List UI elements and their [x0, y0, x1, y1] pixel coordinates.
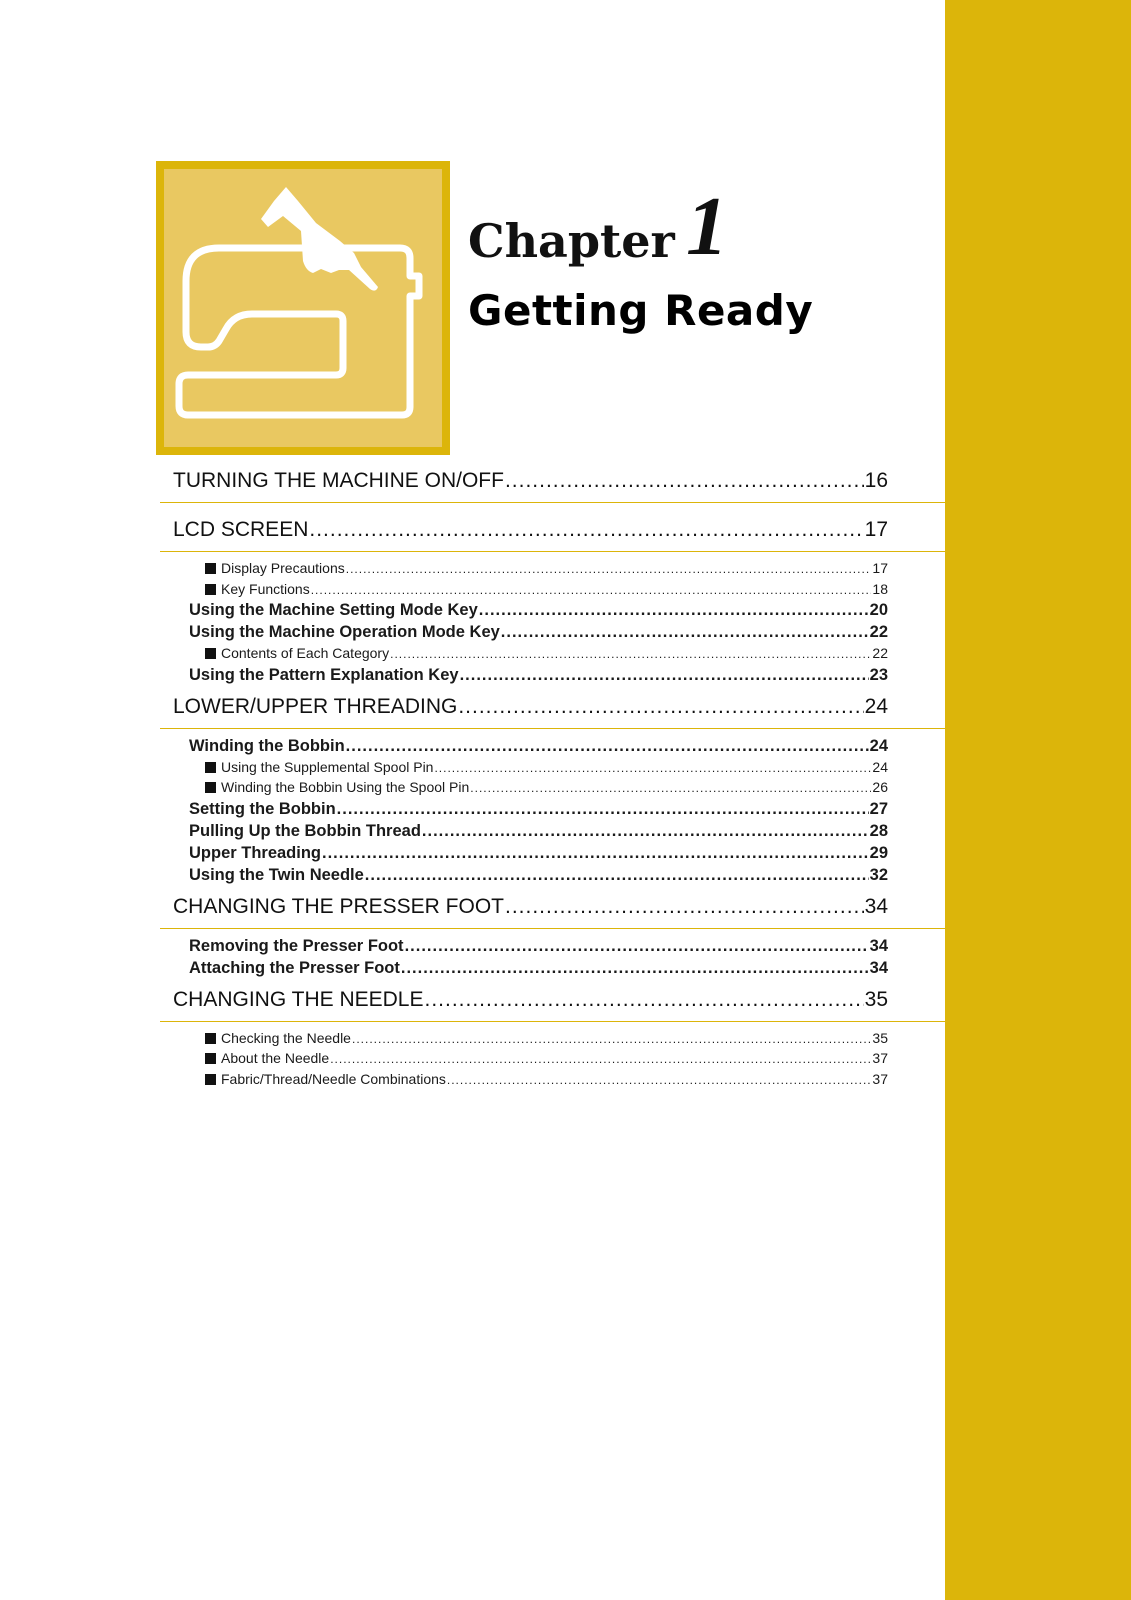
dot-leader: [505, 886, 864, 928]
toc-page-number: 22: [869, 623, 888, 641]
toc-entry-label: Winding the Bobbin Using the Spool Pin: [221, 779, 470, 795]
toc-entry-title: [189, 599, 478, 621]
dot-leader: [405, 935, 869, 957]
toc-page-number: 24: [864, 694, 888, 718]
toc-entry-title: [189, 735, 345, 757]
toc-entry-title: [173, 509, 308, 551]
toc-entry[interactable]: [160, 957, 945, 979]
dot-leader: [365, 864, 869, 886]
toc-page-number: 34: [869, 958, 888, 977]
toc-entry-label: Using the Twin Needle: [189, 865, 364, 884]
toc-entry[interactable]: [160, 621, 945, 643]
toc-entry-title: [189, 842, 321, 864]
dot-leader: [346, 559, 872, 579]
sewing-machine-with-hand-icon: [156, 161, 450, 455]
toc-page-number: 37: [872, 1050, 888, 1066]
toc-page-number: 35: [864, 987, 888, 1011]
toc-entry-title: [189, 798, 336, 820]
toc-entry-label: TURNING THE MACHINE ON/OFF: [173, 469, 504, 492]
toc-page-number: 35: [872, 1029, 888, 1046]
toc-entry-label: Attaching the Presser Foot: [189, 958, 400, 977]
dot-leader: [425, 979, 864, 1021]
toc-entry-label: CHANGING THE NEEDLE: [173, 987, 424, 1011]
toc-entry-label: Checking the Needle: [221, 1029, 351, 1046]
toc-entry-label: Contents of Each Category: [221, 645, 390, 661]
toc-entry[interactable]: [160, 935, 945, 957]
toc-entry-label: LCD SCREEN: [173, 518, 309, 541]
toc-entry-label: Fabric/Thread/Needle Combinations: [221, 1070, 446, 1087]
chapter-label: Chapter: [468, 214, 675, 268]
toc-page-number: 28: [869, 821, 888, 840]
dot-leader: [322, 842, 869, 864]
chapter-number: 1: [686, 180, 728, 273]
toc-entry[interactable]: [160, 735, 945, 757]
dot-leader: [447, 1070, 872, 1090]
toc-entry-title: [205, 757, 433, 778]
dot-leader: [346, 735, 869, 757]
square-bullet-icon: [205, 762, 216, 773]
chapter-title: Getting Ready: [468, 286, 814, 335]
toc-entry[interactable]: [160, 842, 945, 864]
dot-leader: [422, 820, 869, 842]
toc-entry-label: Removing the Presser Foot: [189, 936, 404, 955]
toc-entry-label: Key Functions: [221, 580, 310, 597]
toc-entry[interactable]: [160, 864, 945, 886]
dot-leader: [470, 778, 871, 798]
toc-page-number: 18: [872, 580, 888, 597]
toc-entry-label: About the Needle: [221, 1050, 330, 1066]
square-bullet-icon: [205, 1053, 216, 1064]
toc-entry-label: Winding the Bobbin: [189, 736, 345, 755]
toc-entry-title: [173, 886, 504, 928]
toc-subentry[interactable]: [160, 1069, 945, 1090]
toc-entry-label: Setting the Bobbin: [189, 799, 336, 818]
toc-entry-title: [205, 1048, 329, 1069]
dot-leader: [311, 580, 872, 600]
toc-page-number: 17: [864, 518, 888, 541]
toc-section-entry[interactable]: [160, 979, 945, 1022]
square-bullet-icon: [205, 648, 216, 659]
side-color-band: [945, 0, 1131, 1600]
dot-leader: [458, 686, 863, 728]
toc-entry[interactable]: [160, 664, 945, 686]
toc-entry-title: [205, 558, 345, 579]
toc-entry[interactable]: [160, 820, 945, 842]
dot-leader: [337, 798, 869, 820]
toc-entry-title: [173, 460, 504, 502]
toc-page-number: 24: [869, 736, 888, 755]
toc-page-number: 17: [872, 560, 888, 576]
toc-entry-title: [205, 1028, 351, 1049]
toc-entry-label: Display Precautions: [221, 560, 345, 576]
square-bullet-icon: [205, 584, 216, 595]
toc-section-entry[interactable]: [160, 509, 945, 552]
dot-leader: [434, 758, 871, 778]
toc-subentry[interactable]: [160, 558, 945, 579]
toc-entry-title: [189, 935, 404, 957]
toc-entry-title: [173, 979, 424, 1021]
toc-section-entry[interactable]: [160, 686, 945, 729]
dot-leader: [501, 621, 869, 643]
toc-entry-title: [189, 864, 364, 886]
toc-entry-label: Pulling Up the Bobbin Thread: [189, 821, 421, 840]
table-of-contents: [160, 460, 945, 1089]
toc-page-number: 22: [872, 645, 888, 661]
square-bullet-icon: [205, 1074, 216, 1085]
toc-entry[interactable]: [160, 599, 945, 621]
toc-entry-label: Using the Machine Operation Mode Key: [189, 623, 500, 641]
toc-entry-label: CHANGING THE PRESSER FOOT: [173, 894, 504, 918]
toc-page-number: 27: [869, 799, 888, 818]
square-bullet-icon: [205, 563, 216, 574]
toc-page-number: 34: [869, 936, 888, 955]
toc-entry-label: Using the Machine Setting Mode Key: [189, 601, 478, 619]
toc-page-number: 20: [869, 601, 888, 619]
toc-entry-title: [205, 643, 389, 664]
dot-leader: [505, 460, 864, 502]
toc-page-number: 23: [869, 665, 888, 684]
toc-subentry[interactable]: [160, 643, 945, 664]
dot-leader: [309, 509, 863, 551]
dot-leader: [460, 664, 869, 686]
dot-leader: [352, 1029, 871, 1049]
toc-subentry[interactable]: [160, 777, 945, 798]
toc-entry-title: [173, 686, 457, 728]
dot-leader: [330, 1049, 871, 1069]
toc-entry[interactable]: [160, 798, 945, 820]
toc-section-entry[interactable]: [160, 886, 945, 929]
toc-entry-label: LOWER/UPPER THREADING: [173, 694, 458, 718]
toc-entry-title: [189, 621, 500, 643]
square-bullet-icon: [205, 1033, 216, 1044]
toc-entry-label: Upper Threading: [189, 843, 322, 862]
toc-entry-title: [205, 1069, 446, 1090]
toc-entry-title: [189, 957, 400, 979]
toc-subentry[interactable]: [160, 1028, 945, 1049]
dot-leader: [390, 644, 871, 664]
toc-page-number: 32: [869, 865, 888, 884]
toc-section-entry[interactable]: [160, 460, 945, 503]
toc-page-number: 34: [864, 894, 888, 918]
toc-page-number: 29: [869, 843, 888, 862]
toc-page-number: 16: [864, 469, 888, 492]
toc-subentry[interactable]: [160, 1048, 945, 1069]
square-bullet-icon: [205, 782, 216, 793]
toc-page-number: 26: [872, 779, 888, 795]
toc-entry-title: [205, 777, 469, 798]
toc-page-number: 24: [872, 758, 888, 775]
toc-entry-label: Using the Supplemental Spool Pin: [221, 758, 434, 775]
dot-leader: [479, 599, 869, 621]
toc-entry-title: [189, 664, 459, 686]
toc-entry-title: [205, 579, 310, 600]
toc-subentry[interactable]: [160, 579, 945, 600]
toc-entry-label: Using the Pattern Explanation Key: [189, 665, 459, 684]
dot-leader: [401, 957, 869, 979]
toc-entry-title: [189, 820, 421, 842]
toc-page-number: 37: [872, 1070, 888, 1087]
chapter-icon-frame: [156, 161, 450, 455]
toc-subentry[interactable]: [160, 757, 945, 778]
